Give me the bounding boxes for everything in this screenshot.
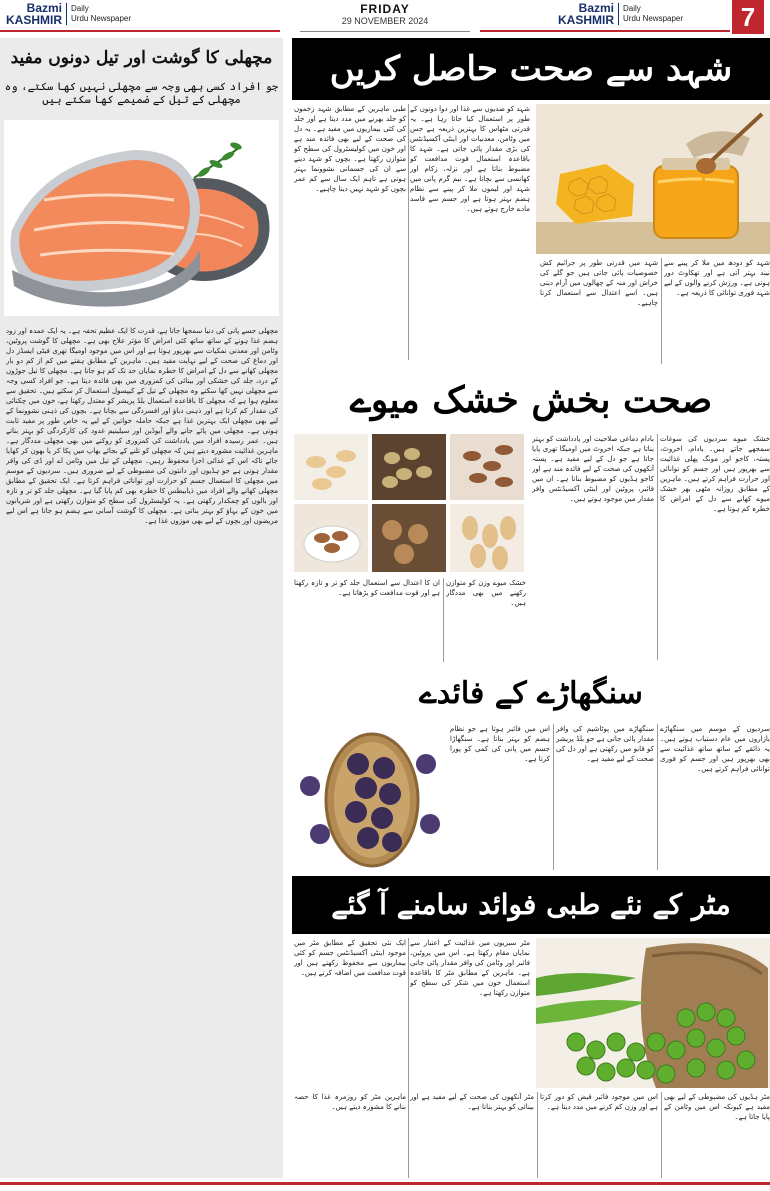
header-rule <box>480 30 730 32</box>
peas-text-column: مٹر آنکھوں کی صحت کے لیے مفید ہے اور بینائی کو بہتر بناتا ہے۔ <box>410 1093 534 1111</box>
issue-date-text: 29 NOVEMBER 2024 <box>341 16 429 26</box>
brand-name: Bazmi KASHMIR <box>6 1 62 27</box>
brand-logo-right <box>558 2 683 26</box>
honey-text-column: شہد کو دودھ میں ملا کر پینے سے نیند بہتر آتی ہے اور تھکاوٹ دور ہوتی ہے۔ ورزش کرنے والوں کے لیے شہد فوری توانائی کا ذریعہ ہے۔ <box>664 259 770 297</box>
column-divider <box>408 938 409 1178</box>
honey-text-column: شہد کو صدیوں سے غذا اور دوا دونوں کے طور پر استعمال کیا جاتا رہا ہے۔ یہ قدرتی مٹھاس کا بہترین ذریعہ ہے جس میں وٹامن، معدنیات اور اینٹی آکسیڈنٹس کی بڑی مقدار پائی جاتی ہے۔ شہد کا باقاعدہ استعمال قوت مدافعت کو مضبوط بناتا ہے اور نزلہ، زکام اور کھانسی سے بچاتا ہے۔ نیم گرم پانی میں شہد اور لیموں ملا کر پینے سے نظام ہضم بہتر ہوتا ہے اور جسم سے فاسد مادے خارج ہوتے ہیں۔ <box>410 105 530 213</box>
peas-headline: مٹر کے نئے طبی فوائد سامنے آ گئے <box>292 876 770 934</box>
dry-fruits-text-column: خشک میوے سردیوں کی سوغات سمجھے جاتے ہیں۔ بادام، اخروٹ، پستہ، کاجو اور مونگ پھلی غذائیت سے بھرپور ہیں اور جسم کو توانائی اور حرارت فراہم کرتے ہیں۔ ماہرین کے مطابق روزانہ مٹھی بھر خشک میوے کھانے سے دل کے امراض کا خطرہ کم ہوتا ہے۔ <box>660 435 770 513</box>
honey-text-column: طبی ماہرین کے مطابق شہد زخموں کو جلد بھرنے میں مدد دیتا ہے اور جلد کی کئی بیماریوں میں مفید ہے۔ یہ دل کی صحت کے لیے بھی فائدہ مند ہے اور خون میں کولیسٹرول کی سطح کو متوازن رکھتا ہے۔ بچوں کو شہد دینے سے ان کی جسمانی نشوونما بہتر ہوتی ہے تاہم ایک سال سے کم عمر بچوں کو شہد نہیں دینا چاہیے۔ <box>294 105 406 193</box>
peas-text-column: اس میں موجود فائبر قبض کو دور کرتا ہے اور وزن کم کرنے میں مدد دیتا ہے۔ <box>540 1093 658 1111</box>
salmon-steak-photo <box>4 120 279 316</box>
dry-fruits-headline: صحت بخش خشک میوے <box>349 379 713 421</box>
water-chestnut-basket-photo <box>292 724 444 870</box>
column-divider <box>408 104 409 360</box>
fish-headline: مچھلی کا گوشت اور تیل دونوں مفید <box>10 48 273 68</box>
brand-logo-left <box>6 2 131 26</box>
peas-text-column: مٹر ہڈیوں کی مضبوطی کے لیے بھی مفید ہے کیونکہ اس میں وٹامن کے پایا جاتا ہے۔ <box>664 1093 770 1121</box>
page-number: 7 <box>732 0 764 34</box>
dry-fruits-text-column: خشک میوے وزن کو متوازن رکھنے میں بھی مددگار ہیں۔ <box>446 579 526 607</box>
dry-fruits-text-column: ان کا اعتدال سے استعمال جلد کو تر و تازہ رکھتا ہے اور قوت مدافعت کو بڑھاتا ہے۔ <box>294 579 440 597</box>
issue-day: FRIDAY <box>360 2 410 16</box>
green-peas-sack-photo <box>536 938 770 1088</box>
water-chestnut-headline: سنگھاڑے کے فائدے <box>419 676 643 711</box>
honey-text-column: شہد میں قدرتی طور پر جراثیم کش خصوصیات پائی جاتی ہیں جو گلے کی خراش اور منہ کے چھالوں میں آرام دیتی ہیں۔ اسے اعتدال سے استعمال کرنا چاہیے۔ <box>540 259 658 307</box>
fish-subheadline: جو افراد کسی بھی وجہ سے مچھلی نہیں کھا سکتے، وہ مچھلی کے تیل کے ضمیمے کھا سکتے ہیں <box>4 80 279 106</box>
fish-article <box>0 38 283 1178</box>
fish-body-text: مچھلی جسے پانی کی دنیا سمجھا جاتا ہے، قدرت کا ایک عظیم تحفہ ہے۔ یہ ایک عمدہ اور زود ہضم غذا ہونے کے ساتھ ساتھ کئی امراض کا مؤثر علاج بھی ہے۔ مچھلی کا گوشت پروٹین، وٹامن اور معدنی نمکیات سے بھرپور ہوتا ہے اور اس میں موجود اومیگا تھری فیٹی ایسڈز دل اور دماغ کی صحت کے لیے نہایت مفید ہیں۔ ماہرین کے مطابق ہفتے میں کم از کم دو بار مچھلی کھانے سے دل کے امراض کا خطرہ نمایاں حد تک کم ہو جاتا ہے۔ مچھلی کا تیل جوڑوں کے درد، جلد کی خشکی اور بینائی کی کمزوری میں بھی فائدہ دیتا ہے۔ جو افراد کسی وجہ سے مچھلی نہیں کھا سکتے وہ مچھلی کے تیل کے کیپسول استعمال کر سکتے ہیں۔ تحقیق سے معلوم ہوا ہے کہ مچھلی کا باقاعدہ استعمال بلڈ پریشر کو معتدل رکھتا ہے، خون میں چکنائی کی مقدار کم کرتا ہے اور ذہنی دباؤ اور افسردگی سے بچاتا ہے۔ بچوں کی ذہنی نشوونما کے لیے بھی مچھلی ایک بہترین غذا ہے جبکہ حاملہ خواتین کے لیے یہ خاص طور پر مفید ثابت ہوتی ہے۔ مچھلی میں پائے جانے والے آیوڈین اور سیلینیم غدود کی کارکردگی کو بہتر بناتے ہیں۔ عمر رسیدہ افراد میں یادداشت کی کمزوری کو روکنے میں بھی مچھلی مددگار ہے۔ ماہرین غذائیت مشورہ دیتے ہیں کہ مچھلی کو تلنے کے بجائے بھاپ میں پکا کر یا بھون کر کھایا جائے تاکہ اس کے غذائی اجزا محفوظ رہیں۔ مچھلی کے تیل میں وٹامن اے اور ڈی کی وافر مقدار ہوتی ہے جو ہڈیوں اور دانتوں کی مضبوطی کے لیے ضروری ہیں۔ سردیوں کے موسم میں مچھلی کا استعمال جسم کو حرارت اور توانائی فراہم کرتا ہے۔ ایک تحقیق کے مطابق مچھلی کھانے والے افراد میں ذیابیطس کا خطرہ بھی کم پایا گیا ہے۔ مچھلی جلد کو تر و تازہ اور بالوں کو چمکدار رکھتی ہے۔ یہ کولیسٹرول کی سطح کو متوازن رکھتی ہے اور شریانوں میں خون کے بہاؤ کو بہتر بناتی ہے۔ مچھلی کا گوشت آسانی سے ہضم ہو جاتا ہے اس لیے مریضوں اور بچوں کے لیے بھی موزوں غذا ہے۔ <box>6 327 278 525</box>
footer-rule <box>0 1182 770 1185</box>
masthead <box>0 0 770 34</box>
dry-fruits-photo <box>292 432 526 574</box>
water-chestnut-text-column: سنگھاڑے میں پوٹاشیم کی وافر مقدار پائی جاتی ہے جو بلڈ پریشر کو قابو میں رکھتی ہے اور دل کی صحت کے لیے مفید ہے۔ <box>556 725 654 763</box>
brand-tagline: Daily Urdu Newspaper <box>623 4 684 23</box>
peas-text-column: ماہرین مٹر کو روزمرہ غذا کا حصہ بنانے کا مشورہ دیتے ہیں۔ <box>294 1093 406 1111</box>
water-chestnut-text-column: اس میں فائبر ہوتا ہے جو نظام ہضم کو بہتر بناتا ہے۔ سنگھاڑا جسم میں پانی کی کمی کو پورا کرتا ہے۔ <box>450 725 550 763</box>
peas-text-column: ایک نئی تحقیق کے مطابق مٹر میں موجود اینٹی آکسیڈنٹس جسم کو کئی بیماریوں سے محفوظ رکھتے ہیں اور قوت مدافعت میں اضافہ کرتے ہیں۔ <box>294 939 406 977</box>
brand-tagline: Daily Urdu Newspaper <box>71 4 132 23</box>
honey-headline: شہد سے صحت حاصل کریں <box>292 38 770 100</box>
header-rule <box>300 31 470 32</box>
column-divider <box>443 578 444 662</box>
issue-date <box>300 2 470 26</box>
column-divider <box>657 434 658 660</box>
honey-jar-photo <box>536 104 770 254</box>
column-divider <box>661 258 662 364</box>
column-divider <box>657 724 658 870</box>
header-rule <box>0 30 280 32</box>
peas-text-column: مٹر سبزیوں میں غذائیت کے اعتبار سے نمایاں مقام رکھتا ہے۔ اس میں پروٹین، فائبر اور وٹامن کی وافر مقدار پائی جاتی ہے۔ ماہرین کے مطابق مٹر کا باقاعدہ استعمال خون میں شکر کی سطح کو متوازن رکھتا ہے۔ <box>410 939 530 997</box>
column-divider <box>553 724 554 870</box>
column-divider <box>537 1092 538 1178</box>
column-divider <box>661 1092 662 1178</box>
brand-name: Bazmi KASHMIR <box>558 1 614 27</box>
water-chestnut-text-column: سردیوں کے موسم میں سنگھاڑے بازاروں میں عام دستیاب ہوتے ہیں۔ یہ ذائقے کے ساتھ ساتھ غذائیت سے بھی بھرپور ہیں اور جسم کو فوری توانائی فراہم کرتے ہیں۔ <box>660 725 770 773</box>
brand-divider <box>618 3 619 25</box>
brand-divider <box>66 3 67 25</box>
dry-fruits-text-column: بادام دماغی صلاحیت اور یادداشت کو بہتر بناتا ہے جبکہ اخروٹ میں اومیگا تھری پایا جاتا ہے جو دل کے لیے مفید ہے۔ پستہ آنکھوں کی صحت کے لیے فائدہ مند ہے اور کاجو ہڈیوں کو مضبوط بناتا ہے۔ ان میں فائبر، پروٹین اور اینٹی آکسیڈنٹس وافر مقدار میں موجود ہوتے ہیں۔ <box>532 435 654 503</box>
